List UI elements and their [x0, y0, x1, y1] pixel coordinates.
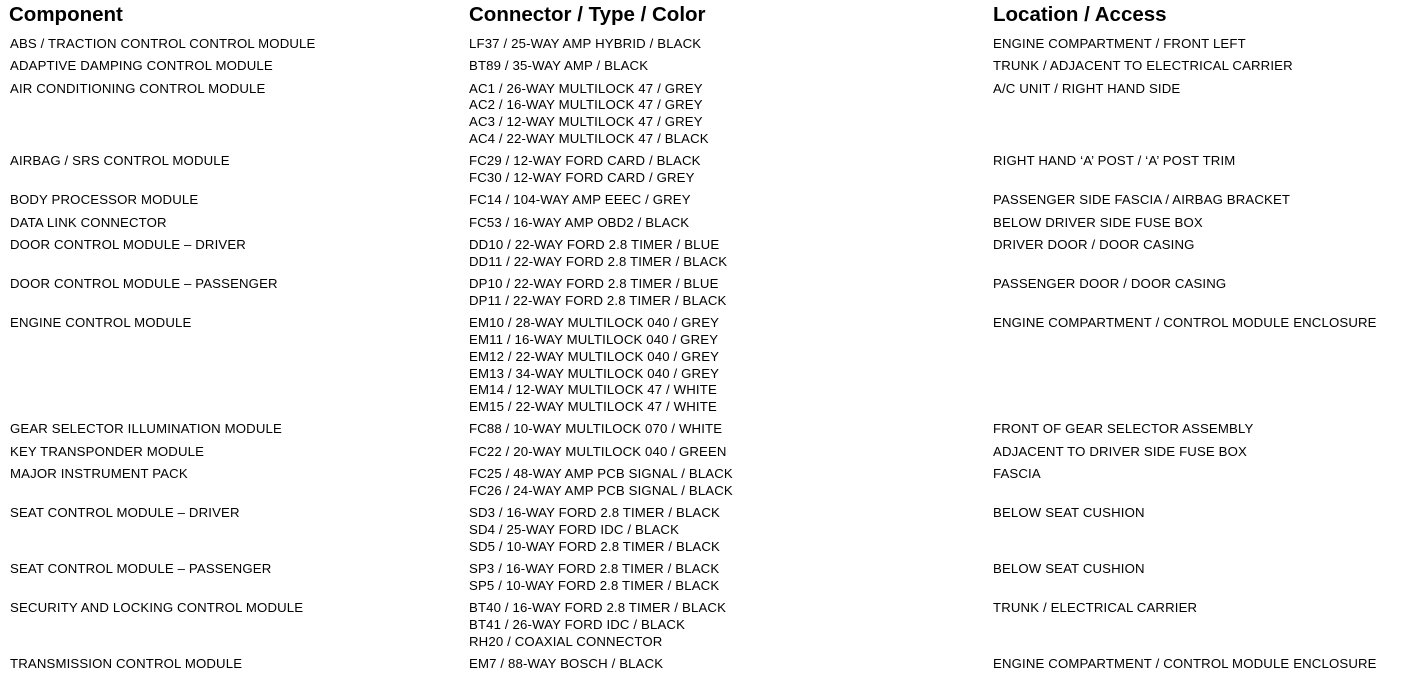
connector-entry: FC25 / 48-WAY AMP PCB SIGNAL / BLACK	[469, 466, 733, 482]
connector-entry: AC3 / 12-WAY MULTILOCK 47 / GREY	[469, 114, 703, 130]
table-row	[0, 58, 1408, 80]
connector-entry: DP11 / 22-WAY FORD 2.8 TIMER / BLACK	[469, 292, 727, 308]
connector-cell	[469, 36, 701, 53]
table-row	[0, 215, 1408, 237]
component-cell: ABS / TRACTION CONTROL CONTROL MODULE	[10, 36, 316, 51]
component-cell: SEAT CONTROL MODULE – DRIVER	[10, 505, 240, 521]
connector-cell	[469, 192, 691, 209]
connector-entry: FC53 / 16-WAY AMP OBD2 / BLACK	[469, 214, 690, 230]
location-cell: ENGINE COMPARTMENT / FRONT LEFT	[993, 36, 1246, 51]
connector-entry: AC1 / 26-WAY MULTILOCK 47 / GREY	[469, 80, 703, 96]
table-row	[0, 444, 1408, 466]
connector-entry: BT89 / 35-WAY AMP / BLACK	[469, 58, 649, 74]
location-cell: ENGINE COMPARTMENT / CONTROL MODULE ENCLOSURE	[993, 656, 1377, 672]
component-cell: DATA LINK CONNECTOR	[10, 214, 167, 230]
component-cell: SEAT CONTROL MODULE – PASSENGER	[10, 561, 272, 577]
connector-entry: FC88 / 10-WAY MULTILOCK 070 / WHITE	[469, 421, 723, 437]
connector-cell	[469, 421, 722, 438]
component-cell: BODY PROCESSOR MODULE	[10, 192, 199, 208]
connector-entry: AC4 / 22-WAY MULTILOCK 47 / BLACK	[469, 130, 709, 146]
location-cell: FASCIA	[993, 466, 1041, 482]
location-cell: BELOW SEAT CUSHION	[993, 505, 1145, 521]
location-column-header: Location / Access	[993, 3, 1167, 26]
component-cell: ENGINE CONTROL MODULE	[10, 315, 192, 331]
table-row	[0, 276, 1408, 315]
location-cell: PASSENGER SIDE FASCIA / AIRBAG BRACKET	[993, 192, 1291, 208]
location-cell: RIGHT HAND ‘A’ POST / ‘A’ POST TRIM	[993, 153, 1236, 169]
connector-entry: EM13 / 34-WAY MULTILOCK 040 / GREY	[469, 365, 720, 381]
connector-entry: FC22 / 20-WAY MULTILOCK 040 / GREEN	[469, 443, 727, 459]
component-cell: KEY TRANSPONDER MODULE	[10, 443, 205, 459]
component-cell: AIR CONDITIONING CONTROL MODULE	[10, 80, 266, 96]
connector-entry: SD5 / 10-WAY FORD 2.8 TIMER / BLACK	[469, 538, 720, 554]
component-cell: ADAPTIVE DAMPING CONTROL MODULE	[10, 58, 273, 74]
connector-entry: DD11 / 22-WAY FORD 2.8 TIMER / BLACK	[469, 253, 728, 269]
table-row	[0, 153, 1408, 192]
location-cell: BELOW SEAT CUSHION	[993, 561, 1145, 577]
connector-cell	[469, 81, 709, 148]
connector-entry: EM10 / 28-WAY MULTILOCK 040 / GREY	[469, 315, 720, 331]
connector-entry: BT41 / 26-WAY FORD IDC / BLACK	[469, 616, 686, 632]
connector-entry: SP5 / 10-WAY FORD 2.8 TIMER / BLACK	[469, 577, 720, 593]
table-row	[0, 237, 1408, 276]
connector-cell	[469, 444, 727, 461]
location-cell: BELOW DRIVER SIDE FUSE BOX	[993, 214, 1203, 230]
connector-entry: EM14 / 12-WAY MULTILOCK 47 / WHITE	[469, 382, 717, 398]
connector-cell	[469, 466, 733, 500]
connector-entry: AC2 / 16-WAY MULTILOCK 47 / GREY	[469, 97, 703, 113]
location-cell: ENGINE COMPARTMENT / CONTROL MODULE ENCLOSURE	[993, 315, 1377, 331]
connector-column-header: Connector / Type / Color	[469, 3, 706, 26]
connector-cell	[469, 58, 648, 75]
connector-entry: FC30 / 12-WAY FORD CARD / GREY	[469, 170, 695, 186]
table-row	[0, 600, 1408, 656]
location-cell: DRIVER DOOR / DOOR CASING	[993, 236, 1195, 252]
component-cell: TRANSMISSION CONTROL MODULE	[10, 656, 243, 672]
connector-entry: EM12 / 22-WAY MULTILOCK 040 / GREY	[469, 348, 720, 364]
connector-cell	[469, 153, 701, 187]
table-body	[0, 36, 1408, 678]
connector-entry: DP10 / 22-WAY FORD 2.8 TIMER / BLUE	[469, 276, 719, 292]
component-cell: AIRBAG / SRS CONTROL MODULE	[10, 153, 230, 169]
location-cell: TRUNK / ELECTRICAL CARRIER	[993, 600, 1198, 616]
connector-entry: FC26 / 24-WAY AMP PCB SIGNAL / BLACK	[469, 482, 733, 498]
component-cell: DOOR CONTROL MODULE – PASSENGER	[10, 276, 278, 292]
connector-entry: EM11 / 16-WAY MULTILOCK 040 / GREY	[469, 331, 719, 347]
component-cell: GEAR SELECTOR ILLUMINATION MODULE	[10, 421, 282, 437]
connector-entry: DD10 / 22-WAY FORD 2.8 TIMER / BLUE	[469, 236, 720, 252]
location-cell: PASSENGER DOOR / DOOR CASING	[993, 276, 1227, 292]
connector-entry: FC29 / 12-WAY FORD CARD / BLACK	[469, 153, 701, 169]
connector-cell	[469, 600, 726, 650]
connector-entry: SD4 / 25-WAY FORD IDC / BLACK	[469, 521, 680, 537]
connector-cell	[469, 237, 727, 271]
location-cell: A/C UNIT / RIGHT HAND SIDE	[993, 80, 1181, 96]
table-row	[0, 656, 1408, 678]
component-column-header: Component	[9, 3, 123, 26]
table-row	[0, 421, 1408, 443]
component-cell: MAJOR INSTRUMENT PACK	[10, 466, 188, 482]
table-row	[0, 561, 1408, 600]
connector-entry: FC14 / 104-WAY AMP EEEC / GREY	[469, 192, 691, 208]
connector-entry: EM7 / 88-WAY BOSCH / BLACK	[469, 656, 664, 672]
location-cell: FRONT OF GEAR SELECTOR ASSEMBLY	[993, 421, 1254, 437]
table-row	[0, 315, 1408, 421]
component-cell: DOOR CONTROL MODULE – DRIVER	[10, 236, 246, 252]
table-row	[0, 505, 1408, 561]
location-cell: ADJACENT TO DRIVER SIDE FUSE BOX	[993, 443, 1247, 459]
connector-cell	[469, 561, 719, 595]
connector-cell	[469, 276, 727, 310]
connector-cell	[469, 505, 720, 555]
table-row	[0, 36, 1408, 58]
connector-cell	[469, 656, 663, 673]
connector-cell	[469, 315, 719, 416]
location-cell: TRUNK / ADJACENT TO ELECTRICAL CARRIER	[993, 58, 1293, 74]
table-row	[0, 466, 1408, 505]
connector-entry: RH20 / COAXIAL CONNECTOR	[469, 633, 663, 649]
connector-cell	[469, 215, 689, 232]
component-cell: SECURITY AND LOCKING CONTROL MODULE	[10, 600, 304, 616]
table-header	[0, 3, 1408, 29]
connector-entry: SP3 / 16-WAY FORD 2.8 TIMER / BLACK	[469, 561, 720, 577]
connector-entry: BT40 / 16-WAY FORD 2.8 TIMER / BLACK	[469, 600, 727, 616]
table-row	[0, 81, 1408, 154]
table-row	[0, 192, 1408, 214]
connector-entry: SD3 / 16-WAY FORD 2.8 TIMER / BLACK	[469, 505, 720, 521]
connector-entry: EM15 / 22-WAY MULTILOCK 47 / WHITE	[469, 399, 717, 415]
connector-entry: LF37 / 25-WAY AMP HYBRID / BLACK	[469, 36, 702, 51]
